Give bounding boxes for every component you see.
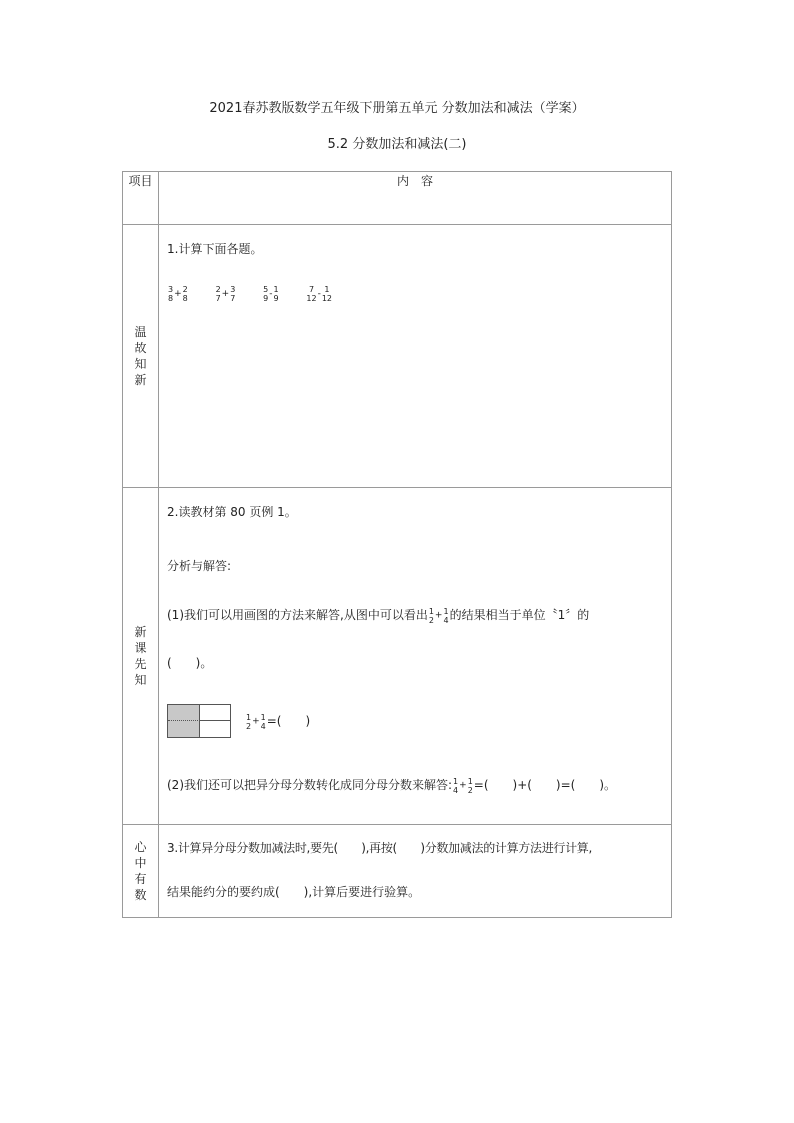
part-1-blank[interactable]: ( )。 xyxy=(167,656,213,670)
row-label-review: 温故知新 xyxy=(134,325,147,387)
diagram-top-right xyxy=(200,705,230,721)
content-cell xyxy=(159,488,672,825)
table-header-row xyxy=(123,172,672,225)
fraction-diagram xyxy=(167,704,231,738)
row-label-cell xyxy=(123,225,159,488)
row-label-cell xyxy=(123,488,159,825)
diagram-shaded-top-left xyxy=(168,705,200,721)
fraction: 2 8 xyxy=(182,285,188,303)
table-row xyxy=(123,488,672,825)
document-subtitle: 5.2 分数加法和减法(二) xyxy=(327,137,467,152)
fraction-half: 1 2 xyxy=(467,776,473,795)
question-3-line-2: 结果能约分的要约成( ),计算后要进行验算。 xyxy=(167,885,421,899)
diagram-equation: 1 2 + 1 4 =( ) xyxy=(246,712,311,731)
row-label-cell xyxy=(123,825,159,918)
table-row xyxy=(123,225,672,488)
row-label-summary: 心中有数 xyxy=(134,840,147,902)
row-label-preview: 新课先知 xyxy=(134,625,147,687)
fraction: 3 8 xyxy=(168,285,174,303)
fraction: 1 9 xyxy=(273,285,279,303)
header-item-cell: 项目 xyxy=(123,172,159,225)
fraction: 1 12 xyxy=(321,285,333,303)
question-2-title: 2.读教材第 80 页例 1。 xyxy=(167,505,297,519)
fraction-half: 1 2 xyxy=(428,606,434,625)
question-3-line-1: 3.计算异分母分数加减法时,要先( ),再按( )分数加减法的计算方法进行计算, xyxy=(167,841,593,855)
analysis-label: 分析与解答: xyxy=(167,559,232,573)
equation-blank[interactable]: =( ) xyxy=(266,714,311,728)
fraction: 5 9 xyxy=(263,285,269,303)
table-row xyxy=(123,825,672,918)
content-cell xyxy=(159,825,672,918)
fraction-quarter: 1 4 xyxy=(453,776,459,795)
fraction-quarter: 1 4 xyxy=(443,606,449,625)
header-content-cell: 内 容 xyxy=(159,172,672,225)
exercise-3: 5 9 - 1 9 xyxy=(263,285,279,303)
diagram-bottom-right xyxy=(200,721,230,737)
exercise-2: 2 7 + 3 7 xyxy=(215,285,236,303)
fraction-exercises xyxy=(167,285,355,303)
part-2-text: (2)我们还可以把异分母分数转化成同分母分数来解答: 1 4 + 1 2 =( )+( )=( )。 xyxy=(167,776,617,795)
question-1-title: 1.计算下面各题。 xyxy=(167,242,263,256)
diagram-shaded-bottom-left xyxy=(168,721,200,737)
fraction: 2 7 xyxy=(215,285,221,303)
fraction: 3 7 xyxy=(230,285,236,303)
fraction: 7 12 xyxy=(306,285,317,303)
content-cell xyxy=(159,225,672,488)
part-1-text: (1)我们可以用画图的方法来解答,从图中可以看出 1 2 + 1 4 的结果相当于单位〝1〞的 xyxy=(167,606,590,625)
exercise-1: 3 8 + 2 8 xyxy=(168,285,188,303)
fraction-half: 1 2 xyxy=(246,712,252,731)
document-title: 2021春苏教版数学五年级下册第五单元 分数加法和减法（学案） xyxy=(209,101,585,116)
exercise-4: 7 12 - 1 12 xyxy=(306,285,333,303)
worksheet-table xyxy=(122,171,672,918)
fraction-quarter: 1 4 xyxy=(260,712,266,731)
